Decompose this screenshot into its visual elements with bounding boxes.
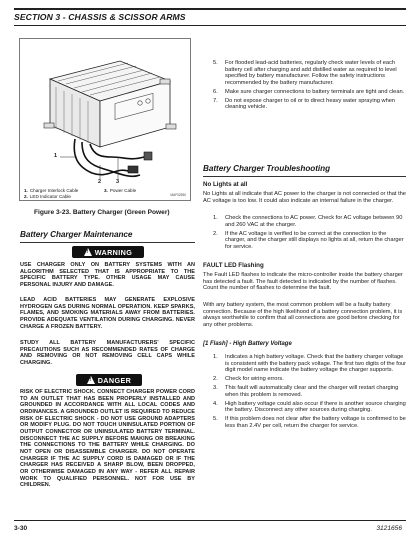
legend-item-3: 3. Power Cable	[104, 188, 137, 193]
heading-troubleshooting: Battery Charger Troubleshooting	[203, 164, 331, 173]
list-item: 6. Make sure charger connections to battery terminals are tight and clean.	[213, 88, 405, 95]
fault-led-paragraph-1: The Fault LED flashes to indicate the micro-controller inside the battery charger has detected a fault. The fault detected is indicated by the number of flashes. Count the number of flashes to determine the fault.	[203, 272, 403, 292]
no-lights-steps-list	[213, 215, 407, 253]
list-item: 1. Check the connections to AC power. Check for AC voltage between 90 and 260 VAC at the charger.	[213, 215, 403, 228]
header-rule-bottom	[14, 25, 406, 26]
warning-paragraph-1: USE CHARGER ONLY ON BATTERY SYSTEMS WITH AN ALGORITHM SELECTED THAT IS APPROPRIATE TO THE SPECIFIC BATTERY TYPE. OTHER USAGE MAY CAUSE PERSONAL INJURY AND DAMAGE.	[20, 262, 195, 288]
heading-maintenance: Battery Charger Maintenance	[20, 230, 133, 239]
document-number: 3121656	[376, 525, 402, 532]
list-item: 4. High battery voltage could also occur if there is another source charging the battery. Disconnect any other sources during charging.	[213, 400, 406, 414]
maintenance-steps-list	[213, 60, 407, 113]
legend-item-2: 2. LED Indicator Cable	[24, 194, 71, 199]
list-item: 1. Indicates a high battery voltage. Check that the battery charger voltage is consistent with the battery pack voltage. The first two digits of the four digit model name indicate the battery voltage the charger supports.	[213, 354, 407, 374]
flash-1-steps-list	[213, 354, 407, 432]
warning-paragraph-3: STUDY ALL BATTERY MANUFACTURERS' SPECIFIC PRECAUTIONS SUCH AS RECOMMENDED RATES OF CHARGE AND REMOVING OR NOT REMOVING CELL CAPS WHILE CHARGING.	[20, 340, 195, 366]
legend-item-1: 1. Charger Interlock Cable	[24, 188, 79, 193]
battery-charger-illustration	[20, 39, 192, 202]
heading-flash-1: [1 Flash] - High Battery Voltage	[203, 341, 292, 347]
figure-battery-charger	[19, 38, 191, 201]
danger-icon	[87, 376, 95, 384]
page-number: 3-30	[14, 525, 28, 532]
figure-id: MAF02550	[170, 193, 186, 197]
footer-rule	[14, 520, 406, 521]
callout-2: 2	[98, 179, 102, 185]
callout-3: 3	[116, 179, 120, 185]
list-item: 3. This fault will automatically clear and the charger will restart charging when this problem is removed.	[213, 385, 399, 398]
list-item: 2. If the AC voltage is verified to be correct at the connection to the charger, and the charger still displays no lights at all, return the charger for service.	[213, 230, 404, 250]
list-item: 2. Check for wiring errors.	[213, 376, 284, 383]
figure-caption: Figure 3-23. Battery Charger (Green Power)	[34, 209, 170, 216]
danger-paragraph: RISK OF ELECTRIC SHOCK. CONNECT CHARGER POWER CORD TO AN OUTLET THAT HAS BEEN PROPERLY INSTALLED AND GROUNDED IN ACCORDANCE WITH ALL LOCAL CODES AND ORDINANCES. A GROUNDED OUTLET IS REQUIRED TO REDUCE RISK OF ELECTRIC SHOCK - DO NOT USE GROUND ADAPTERS OR MODIFY PLUG. DO NOT TOUCH UNINSULATED PORTION OF OUTPUT CONNECTOR OR UNINSULATED BATTERY TERMINAL. DISCONNECT THE AC SUPPLY BEFORE MAKING OR BREAKING THE CONNECTIONS TO THE BATTERY WHILE CHARGING. DO NOT OPEN OR DISASSEMBLE CHARGER. DO NOT OPERATE CHARGER IF THE AC SUPPLY CORD IS DAMAGED OR IF THE CHARGER HAS RECEIVED A SHARP BLOW, BEEN DROPPED, OR OTHERWISE DAMAGED IN ANY WAY - REFER ALL REPAIR WORK TO QUALIFIED PERSONNEL. NOT FOR USE BY CHILDREN.	[20, 389, 195, 489]
fault-led-paragraph-2: With any battery system, the most common problem will be a faulty battery connection. Because of the high likelihood of a battery connection problem, it is always worthwhile to confirm that all connections are good before checking for any other problems.	[203, 302, 403, 328]
warning-badge: ! WARNING	[72, 246, 144, 258]
heading-fault-led: FAULT LED Flashing	[203, 262, 264, 269]
heading-rule	[20, 242, 195, 243]
list-item: 7. Do not expose charger to oil or to direct heavy water spraying when cleaning vehicle.	[213, 97, 396, 111]
list-item: 5. If this problem does not clear after the battery voltage is confirmed to be less than 2.4V per cell, return the charger for service.	[213, 416, 406, 429]
list-item: 5. For flooded lead-acid batteries, regularly check water levels of each battery cell after charging and add distilled water as required to level specified by battery manufacturer. Follow the safety instructions recommended by the battery manufacturer.	[213, 60, 397, 86]
header-rule-top	[14, 8, 406, 10]
danger-badge: ! DANGER	[76, 374, 142, 386]
callout-1: 1	[54, 153, 58, 159]
no-lights-intro: No Lights at all indicate that AC power to the charger is not connected or that the AC voltage is too low. It could also indicate an internal failure in the charger.	[203, 191, 406, 204]
warning-icon	[84, 248, 92, 256]
section-title: SECTION 3 - CHASSIS & SCISSOR ARMS	[14, 12, 186, 22]
warning-paragraph-2: LEAD ACID BATTERIES MAY GENERATE EXPLOSIVE HYDROGEN GAS DURING NORMAL OPERATION. KEEP SPARKS, FLAMES, AND SMOKING MATERIALS AWAY FROM BATTERIES. PROVIDE ADEQUATE VENTILATION DURING CHARGING. NEVER CHARGE A FROZEN BATTERY.	[20, 297, 195, 330]
heading-no-lights: No Lights at all	[203, 181, 248, 188]
heading-rule	[203, 176, 406, 177]
